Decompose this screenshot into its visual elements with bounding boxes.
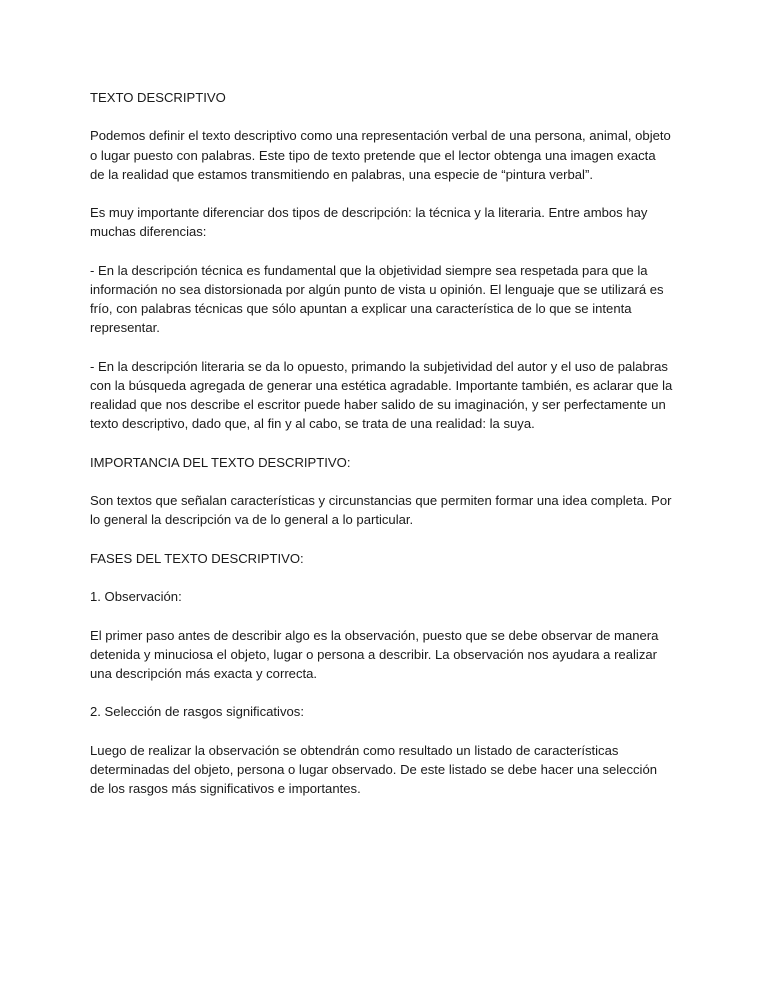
paragraph-importance <box>90 491 686 529</box>
text-line: TEXTO DESCRIPTIVO <box>90 90 226 105</box>
paragraph-definition <box>90 126 686 184</box>
paragraph-literary <box>90 357 686 434</box>
subheading-observation <box>90 587 686 606</box>
text-line: - En la descripción literaria se da lo opuesto, primando la subjetividad del autor y el uso de palabras <box>90 358 668 374</box>
text-line: muchas diferencias: <box>90 224 207 240</box>
paragraph-technical <box>90 261 686 338</box>
text-line: El primer paso antes de describir algo es la observación, puesto que se debe observar de manera <box>90 627 659 643</box>
text-line: 1. Observación: <box>90 589 182 605</box>
text-line: 2. Selección de rasgos significativos: <box>90 704 304 720</box>
text-line: determinadas del objeto, persona o lugar observado. De este listado se debe hacer una selección <box>90 761 658 777</box>
text-line: información no sea distorsionada por algún punto de vista u opinión. El lenguaje que se utilizará es <box>90 281 664 297</box>
text-line: representar. <box>90 320 160 336</box>
paragraph-observation <box>90 626 686 684</box>
text-line: frío, con palabras técnicas que sólo apuntan a explicar una característica de lo que se intenta <box>90 301 632 317</box>
text-line: de la realidad que estamos transmitiendo en palabras, una especie de “pintura verbal”. <box>90 166 593 182</box>
paragraph-types <box>90 203 686 241</box>
text-line: con la búsqueda agregada de generar una estética agradable. Importante también, es aclarar que la <box>90 377 673 393</box>
text-line: lo general la descripción va de lo general a lo particular. <box>90 512 414 528</box>
text-line: de los rasgos más significativos e importantes. <box>90 781 361 797</box>
text-line: IMPORTANCIA DEL TEXTO DESCRIPTIVO: <box>90 454 351 470</box>
text-line: FASES DEL TEXTO DESCRIPTIVO: <box>90 550 304 566</box>
text-line: una descripción más exacta y correcta. <box>90 665 318 681</box>
text-line: Podemos definir el texto descriptivo como una representación verbal de una persona, animal, objeto <box>90 128 671 144</box>
text-line: realidad que nos describe el escritor puede haber salido de su imaginación, y ser perfectamente un <box>90 397 666 413</box>
text-line: Luego de realizar la observación se obtendrán como resultado un listado de características <box>90 742 619 758</box>
text-line: Son textos que señalan características y circunstancias que permiten formar una idea completa. Por <box>90 493 672 509</box>
text-line: Es muy importante diferenciar dos tipos de descripción: la técnica y la literaria. Entre ambos hay <box>90 205 648 221</box>
text-line: o lugar puesto con palabras. Este tipo de texto pretende que el lector obtenga una imagen exacta <box>90 147 656 163</box>
heading-importance <box>90 453 686 472</box>
subheading-selection <box>90 702 686 721</box>
heading-phases <box>90 549 686 568</box>
text-line: detenida y minuciosa el objeto, lugar o persona a describir. La observación nos ayudara a realizar <box>90 646 658 662</box>
document-title <box>90 88 686 107</box>
text-line: - En la descripción técnica es fundamental que la objetividad siempre sea respetada para que la <box>90 262 648 278</box>
text-line: texto descriptivo, dado que, al fin y al cabo, se trata de una realidad: la suya. <box>90 416 535 432</box>
paragraph-selection <box>90 741 686 799</box>
document-body <box>90 88 686 818</box>
